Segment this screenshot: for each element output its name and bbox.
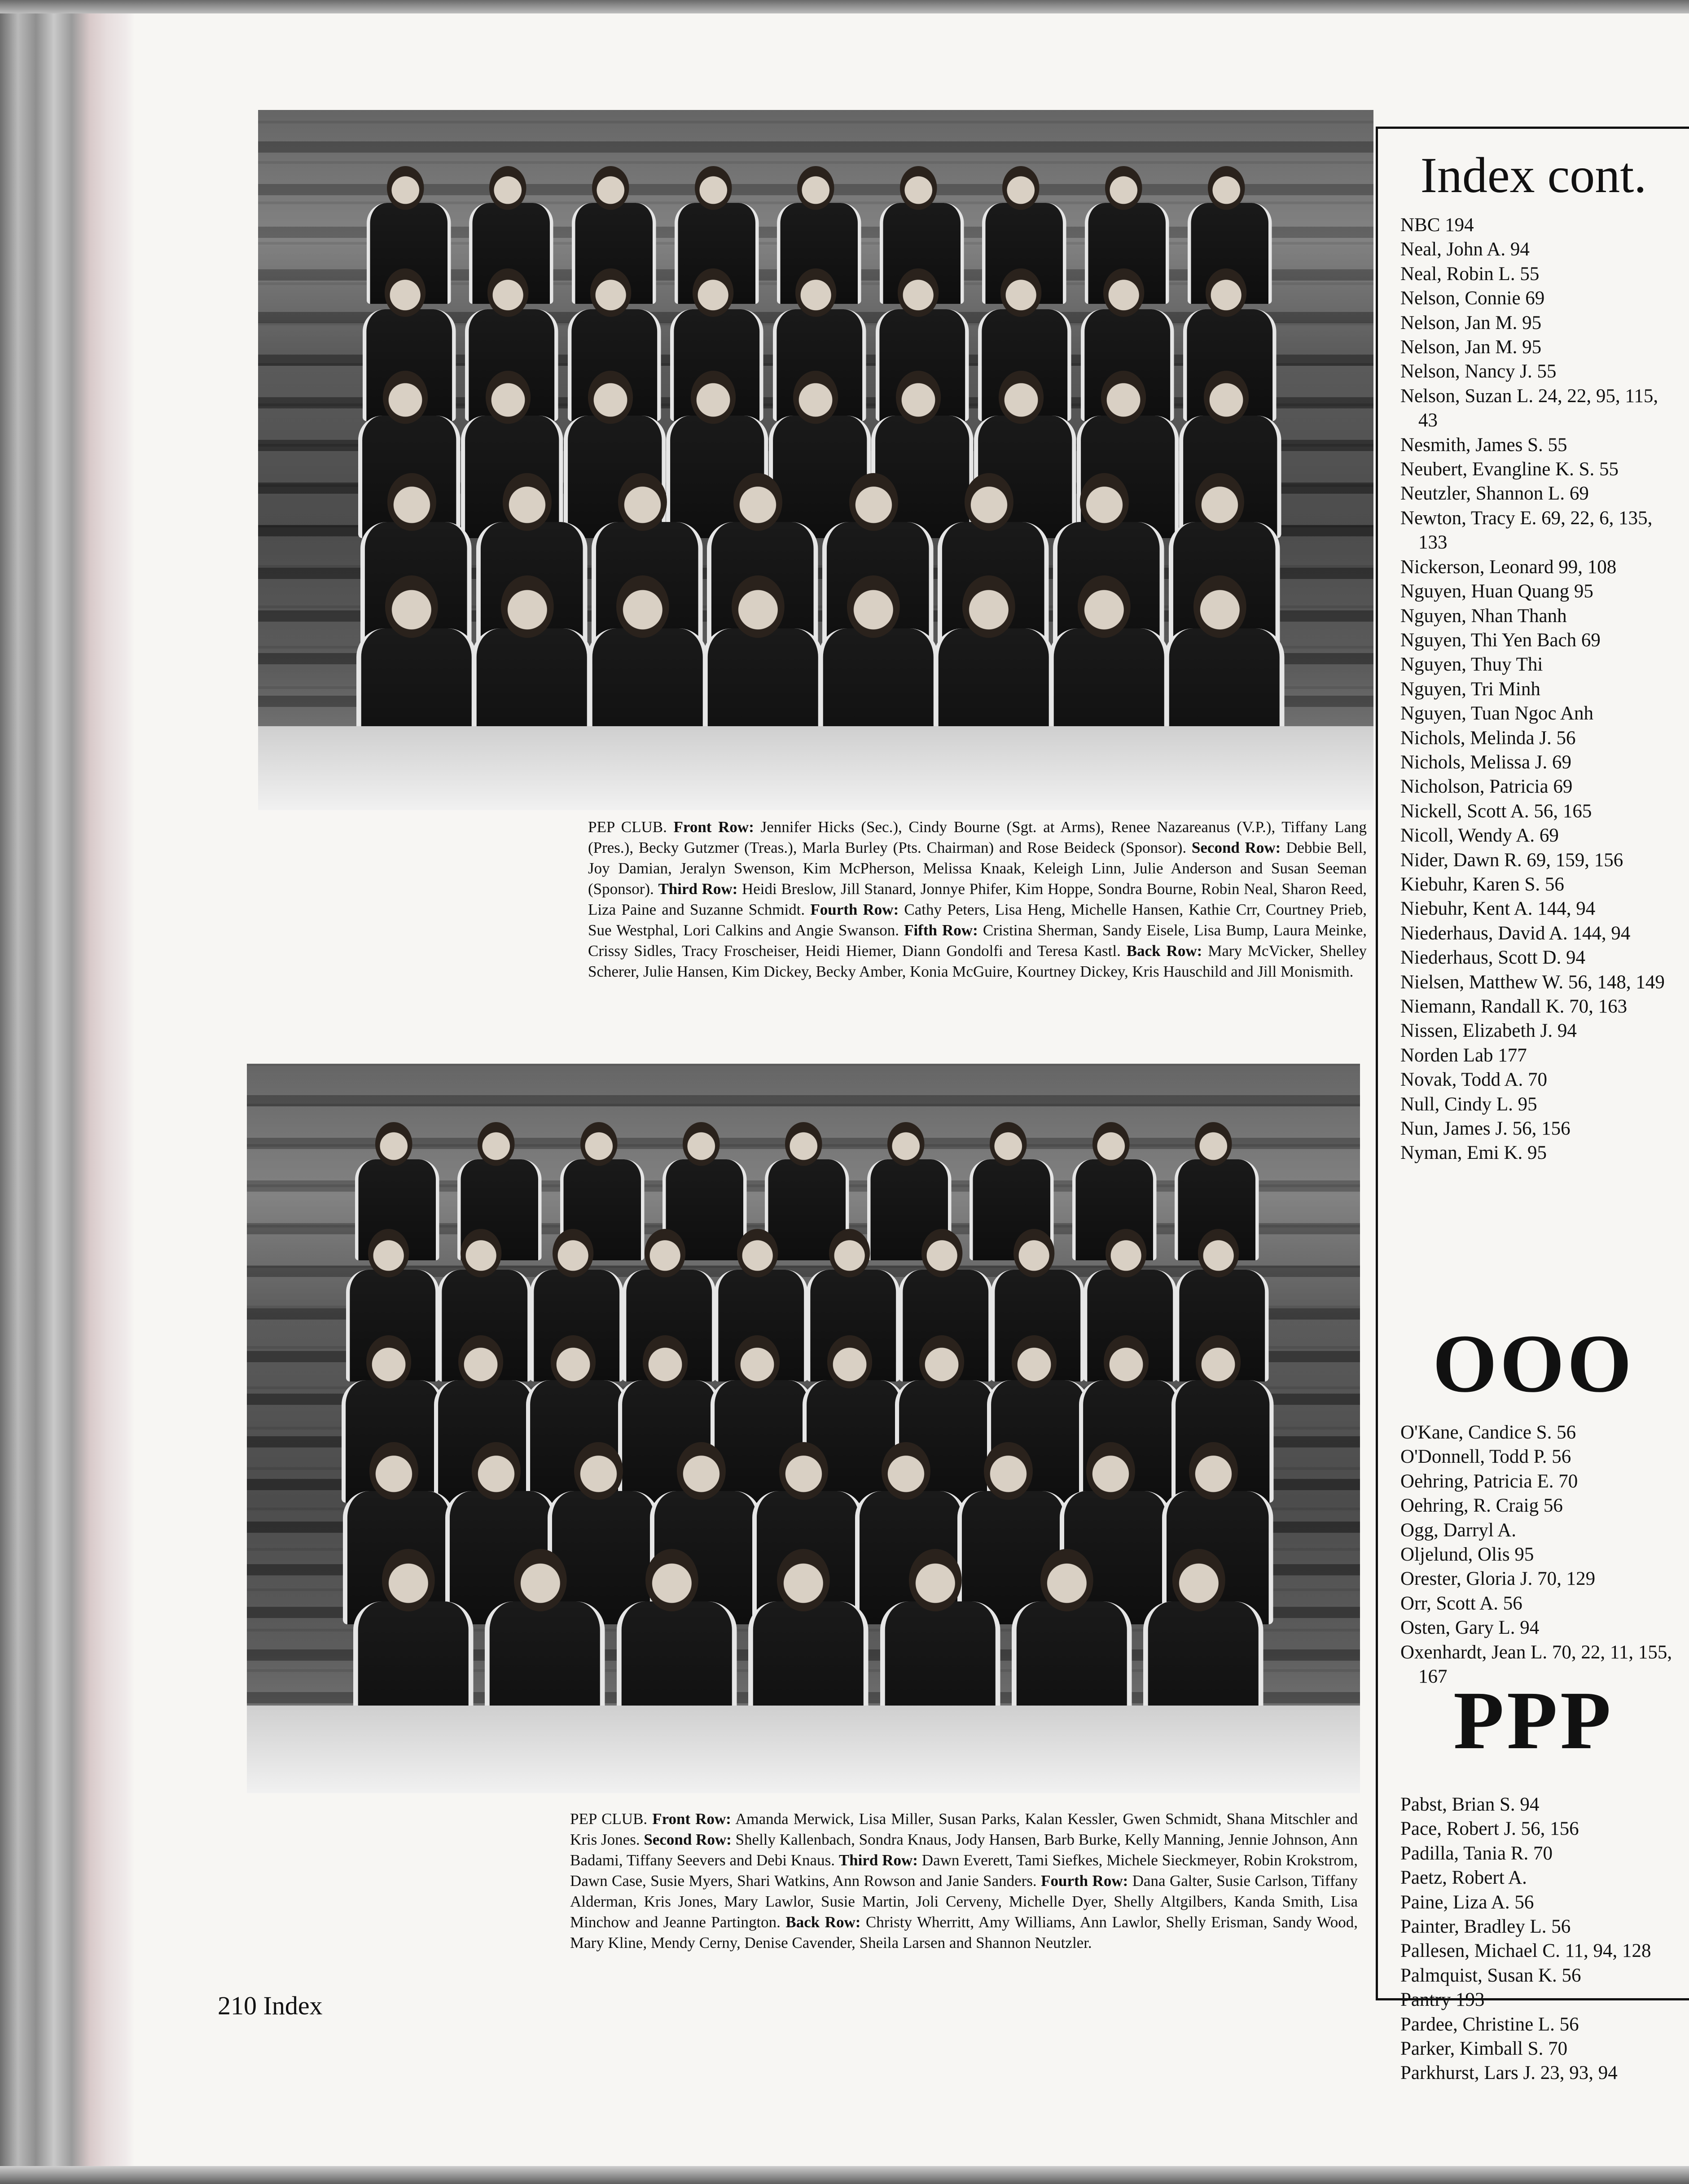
figure-head [1189, 1442, 1238, 1500]
figure-head [847, 575, 900, 638]
figure-head [369, 1442, 418, 1500]
index-entry: O'Kane, Candice S. 56 [1400, 1422, 1576, 1443]
caption-text: Christy Wherritt, Amy Williams, Ann Lawlor, Shelly Erisman, Sandy Wood, Mary Kline, Mendy Cerny, Denise Cavender, Sheila Larsen and Shannon Neutzler. [570, 1913, 1358, 1952]
caption-row-label: Fourth Row: [1041, 1872, 1128, 1890]
index-entry: Nicoll, Wendy A. 69 [1400, 825, 1559, 846]
figure-head [375, 1122, 412, 1166]
figure-head [1204, 371, 1249, 424]
index-entry: Nelson, Jan M. 95 [1400, 312, 1542, 333]
caption-text: Dana Galter, Susie Carlson, Tiffany Alderman, Kris Jones, Mary Lawlor, Susie Martin, Joli Cerveny, Michelle Dyer, Shelly Altgilbers, Kanda Smith, Lisa Minchow and Jeanne Partington. [570, 1872, 1358, 1931]
figure-head [793, 371, 838, 424]
figure-head [478, 1122, 515, 1166]
index-entry: Orester, Gloria J. 70, 129 [1400, 1568, 1596, 1590]
figure-head [1086, 1442, 1135, 1500]
figure-head [1196, 1335, 1241, 1388]
caption-text: Heidi Breslow, Jill Stanard, Jonnye Phifer, Kim Hoppe, Sondra Bourne, Robin Neal, Sharon Reed, Liza Paine and Suzanne Schmidt. [588, 880, 1367, 918]
index-entry: Nelson, Nancy J. 55 [1400, 361, 1557, 382]
figure-head [777, 1549, 830, 1611]
index-entry: Oehring, R. Craig 56 [1400, 1495, 1563, 1517]
figure-head [458, 1335, 503, 1388]
figure-head [962, 575, 1015, 638]
page-bottom-edge [0, 2166, 1689, 2184]
figure-head [695, 166, 732, 210]
index-entry: Novak, Todd A. 70 [1400, 1069, 1548, 1091]
figure-head [797, 166, 834, 210]
pep-club-photo-bottom [247, 1064, 1360, 1793]
figure-head [574, 1442, 623, 1500]
figure-head [990, 1122, 1027, 1166]
photo-group-figures [291, 1122, 1316, 1750]
index-entry: Nichols, Melinda J. 56 [1400, 727, 1576, 749]
index-entry: Neal, John A. 94 [1400, 239, 1530, 260]
figure-head [1198, 1229, 1239, 1277]
photo-group-figures [303, 166, 1329, 768]
figure-head [827, 1335, 872, 1388]
index-sidebar [1376, 127, 1689, 2084]
index-entry: Pantry 193 [1400, 1989, 1485, 2011]
figure-head [1101, 371, 1146, 424]
index-entry: Neutzler, Shannon L. 69 [1400, 483, 1589, 504]
caption-row-label: Front Row: [673, 818, 754, 836]
index-entry: Nickerson, Leonard 99, 108 [1400, 556, 1617, 578]
photo-caption-top [588, 817, 1367, 982]
index-entry: Nelson, Suzan L. 24, 22, 95, 115, 43 [1400, 385, 1658, 431]
figure-head [1193, 575, 1246, 638]
figure-head [1106, 1229, 1146, 1277]
figure-head [984, 1442, 1033, 1500]
index-entry: Nguyen, Tri Minh [1400, 678, 1540, 700]
caption-text: PEP CLUB. [588, 818, 674, 836]
figure-head [1013, 1229, 1054, 1277]
index-entry: Nguyen, Thi Yen Bach 69 [1400, 629, 1601, 651]
figure-head [551, 1335, 596, 1388]
index-list-p [1400, 1793, 1680, 2086]
figure-head [898, 268, 939, 317]
index-entry: Paetz, Robert A. [1400, 1867, 1527, 1889]
index-entry: Pace, Robert J. 56, 156 [1400, 1818, 1579, 1840]
caption-row-label: Back Row: [785, 1913, 861, 1931]
index-entry: Ogg, Darryl A. [1400, 1519, 1516, 1541]
figure-head [693, 268, 733, 317]
figure-head [1000, 268, 1041, 317]
figure-head [683, 1122, 720, 1166]
index-entry: Neal, Robin L. 55 [1400, 263, 1540, 285]
figure-head [677, 1442, 726, 1500]
index-entry: Nicholson, Patricia 69 [1400, 776, 1573, 798]
figure-head [1092, 1122, 1130, 1166]
figure-head [1078, 575, 1131, 638]
index-entry: Kiebuhr, Karen S. 56 [1400, 873, 1564, 895]
caption-row-label: Back Row: [1126, 942, 1202, 960]
index-entry: Nguyen, Tuan Ngoc Anh [1400, 703, 1594, 724]
book-binding [0, 0, 135, 2184]
figure-head [999, 371, 1044, 424]
index-entry: Nielsen, Matthew W. 56, 148, 149 [1400, 971, 1665, 993]
figure-head [1012, 1335, 1057, 1388]
caption-text: Amanda Merwick, Lisa Miller, Susan Parks, Kalan Kessler, Gwen Schmidt, Shana Mitschler and Kris Jones. [570, 1810, 1358, 1848]
figure-head [919, 1335, 964, 1388]
index-list-o [1400, 1421, 1680, 1689]
figure-head [385, 575, 438, 638]
figure-head [691, 371, 736, 424]
index-entry: Nissen, Elizabeth J. 94 [1400, 1020, 1577, 1042]
figure-head [592, 166, 629, 210]
index-entry: Niederhaus, Scott D. 94 [1400, 947, 1586, 969]
figure-head [461, 1229, 501, 1277]
figure-head [645, 1229, 685, 1277]
figure-head [900, 166, 937, 210]
figure-head [733, 473, 782, 531]
figure-head [795, 268, 836, 317]
figure-head [732, 575, 785, 638]
index-entry: Oehring, Patricia E. 70 [1400, 1470, 1578, 1492]
index-entry: Painter, Bradley L. 56 [1400, 1916, 1571, 1938]
figure-head [1172, 1549, 1225, 1611]
figure-head [829, 1229, 870, 1277]
figure-head [1195, 473, 1244, 531]
caption-row-label: Front Row: [652, 1810, 731, 1828]
index-entry: Norden Lab 177 [1400, 1044, 1527, 1066]
index-entry: Nguyen, Huan Quang 95 [1400, 581, 1593, 602]
caption-row-label: Third Row: [658, 880, 738, 898]
index-heading-o: OOO [1432, 1318, 1635, 1410]
index-entry: Orr, Scott A. 56 [1400, 1592, 1522, 1614]
index-entry: Padilla, Tania R. 70 [1400, 1842, 1553, 1864]
figure-head [887, 1122, 925, 1166]
caption-text: Cathy Peters, Lisa Heng, Michelle Hansen, Kathie Crr, Courtney Prieb, Sue Westphal, Lori Calkins and Angie Swanson. [588, 901, 1367, 939]
figure-head [590, 268, 631, 317]
figure-head [785, 1122, 822, 1166]
figure-head [921, 1229, 962, 1277]
index-entry: Niebuhr, Kent A. 144, 94 [1400, 898, 1596, 920]
figure-head [909, 1549, 962, 1611]
figure-head [366, 1335, 411, 1388]
figure-head [735, 1335, 780, 1388]
pep-club-photo-top [258, 110, 1373, 810]
figure-head [489, 166, 526, 210]
figure-head [882, 1442, 930, 1500]
index-entry: Paine, Liza A. 56 [1400, 1891, 1534, 1913]
index-heading-p: PPP [1453, 1675, 1614, 1767]
caption-text: Shelly Kallenbach, Sondra Knaus, Jody Hansen, Barb Burke, Kelly Manning, Jennie Johnson, Ann Badami, Tiffany Seevers and Debi Knaus. [570, 1831, 1358, 1869]
index-entry: Niederhaus, David A. 144, 94 [1400, 922, 1631, 944]
figure-head [387, 166, 424, 210]
figure-head [588, 371, 633, 424]
index-entry: Nelson, Connie 69 [1400, 288, 1545, 309]
figure-head [1105, 166, 1142, 210]
index-entry: Nyman, Emi K. 95 [1400, 1142, 1547, 1164]
figure-head [553, 1229, 593, 1277]
figure-head [385, 268, 426, 317]
figure-head [616, 575, 669, 638]
index-entry: Nelson, Jan M. 95 [1400, 337, 1542, 358]
caption-text: Mary McVicker, Shelley Scherer, Julie Hansen, Kim Dickey, Becky Amber, Konia McGuire, Kourtney Dickey, Kris Hauschild and Jill Monismith. [588, 942, 1367, 980]
index-entry: Parker, Kimball S. 70 [1400, 2038, 1568, 2060]
figure-head [1040, 1549, 1093, 1611]
figure-head [503, 473, 552, 531]
index-entry: Pabst, Brian S. 94 [1400, 1794, 1540, 1815]
caption-row-label: Third Row: [838, 1851, 918, 1869]
index-entry: Nider, Dawn R. 69, 159, 156 [1400, 849, 1623, 871]
figure-head [1206, 268, 1246, 317]
caption-text: Jennifer Hicks (Sec.), Cindy Bourne (Sgt. at Arms), Renee Nazareanus (V.P.), Tiffany Lang (Pres.), Becky Gutzmer (Treas.), Marla Burley (Pts. Chairman) and Rose Beideck (Sponsor). [588, 818, 1367, 856]
figure-head [645, 1549, 698, 1611]
figure-head [472, 1442, 521, 1500]
caption-text: PEP CLUB. [570, 1810, 653, 1828]
figure-head [1103, 268, 1144, 317]
index-entry: Osten, Gary L. 94 [1400, 1617, 1540, 1639]
figure-head [737, 1229, 778, 1277]
caption-text: Cristina Sherman, Sandy Eisele, Lisa Bump, Laura Meinke, Crissy Sidles, Tracy Froscheiser, Heidi Hiemer, Diann Gondolfi and Teresa Kastl. [588, 921, 1367, 960]
figure-head [486, 371, 531, 424]
figure-head [643, 1335, 688, 1388]
caption-text: Dawn Everett, Tami Siefkes, Michele Sieckmeyer, Robin Krokstrom, Dawn Case, Susie Myers, Shari Watkins, Ann Rowson and Janie Sanders. [570, 1851, 1358, 1890]
index-entry: Niemann, Randall K. 70, 163 [1400, 996, 1628, 1017]
photo-caption-bottom [570, 1809, 1358, 1953]
figure-head [387, 473, 436, 531]
index-entry: Nesmith, James S. 55 [1400, 434, 1567, 456]
index-entry: Oxenhardt, Jean L. 70, 22, 11, 155, 167 [1400, 1641, 1672, 1688]
index-title: Index cont. [1420, 148, 1647, 203]
index-list-n [1400, 213, 1680, 1166]
figure-head [849, 473, 898, 531]
figure-head [382, 1549, 435, 1611]
caption-row-label: Fifth Row: [904, 921, 978, 939]
index-entry: Oljelund, Olis 95 [1400, 1544, 1534, 1566]
caption-text: Debbie Bell, Joy Damian, Jeralyn Swenson, Kim McPherson, Melissa Knaak, Keleigh Linn, Julie Anderson and Susan Seeman (Sponsor). [588, 839, 1367, 898]
figure-head [1104, 1335, 1149, 1388]
page-number: 210 Index [218, 1991, 323, 2020]
index-entry: Null, Cindy L. 95 [1400, 1093, 1537, 1115]
figure-head [368, 1229, 409, 1277]
index-entry: Nichols, Melissa J. 69 [1400, 751, 1572, 773]
figure-head [618, 473, 667, 531]
figure-head [514, 1549, 567, 1611]
page-top-edge [0, 0, 1689, 13]
index-entry: Pardee, Christine L. 56 [1400, 2013, 1579, 2035]
figure-head [1208, 166, 1245, 210]
figure-head [965, 473, 1013, 531]
figure-head [580, 1122, 618, 1166]
index-entry: Newton, Tracy E. 69, 22, 6, 135, 133 [1400, 507, 1653, 553]
figure-head [1195, 1122, 1232, 1166]
index-entry: Nguyen, Nhan Thanh [1400, 605, 1567, 627]
index-entry: NBC 194 [1400, 215, 1474, 236]
index-entry: Pallesen, Michael C. 11, 94, 128 [1400, 1940, 1651, 1962]
caption-row-label: Fourth Row: [810, 901, 899, 918]
caption-row-label: Second Row: [644, 1831, 732, 1848]
figure-head [779, 1442, 828, 1500]
figure-head [896, 371, 941, 424]
index-entry: Parkhurst, Lars J. 23, 93, 94 [1400, 2062, 1618, 2084]
caption-row-label: Second Row: [1191, 839, 1281, 856]
figure-head [1080, 473, 1129, 531]
index-entry: Nickell, Scott A. 56, 165 [1400, 800, 1592, 822]
index-entry: Neubert, Evangline K. S. 55 [1400, 459, 1619, 480]
index-entry: Nun, James J. 56, 156 [1400, 1118, 1571, 1140]
index-entry: O'Donnell, Todd P. 56 [1400, 1446, 1571, 1468]
figure-head [487, 268, 528, 317]
index-entry: Palmquist, Susan K. 56 [1400, 1965, 1581, 1986]
figure-head [1002, 166, 1040, 210]
index-entry: Nguyen, Thuy Thi [1400, 654, 1543, 675]
figure-head [501, 575, 554, 638]
figure-head [383, 371, 428, 424]
